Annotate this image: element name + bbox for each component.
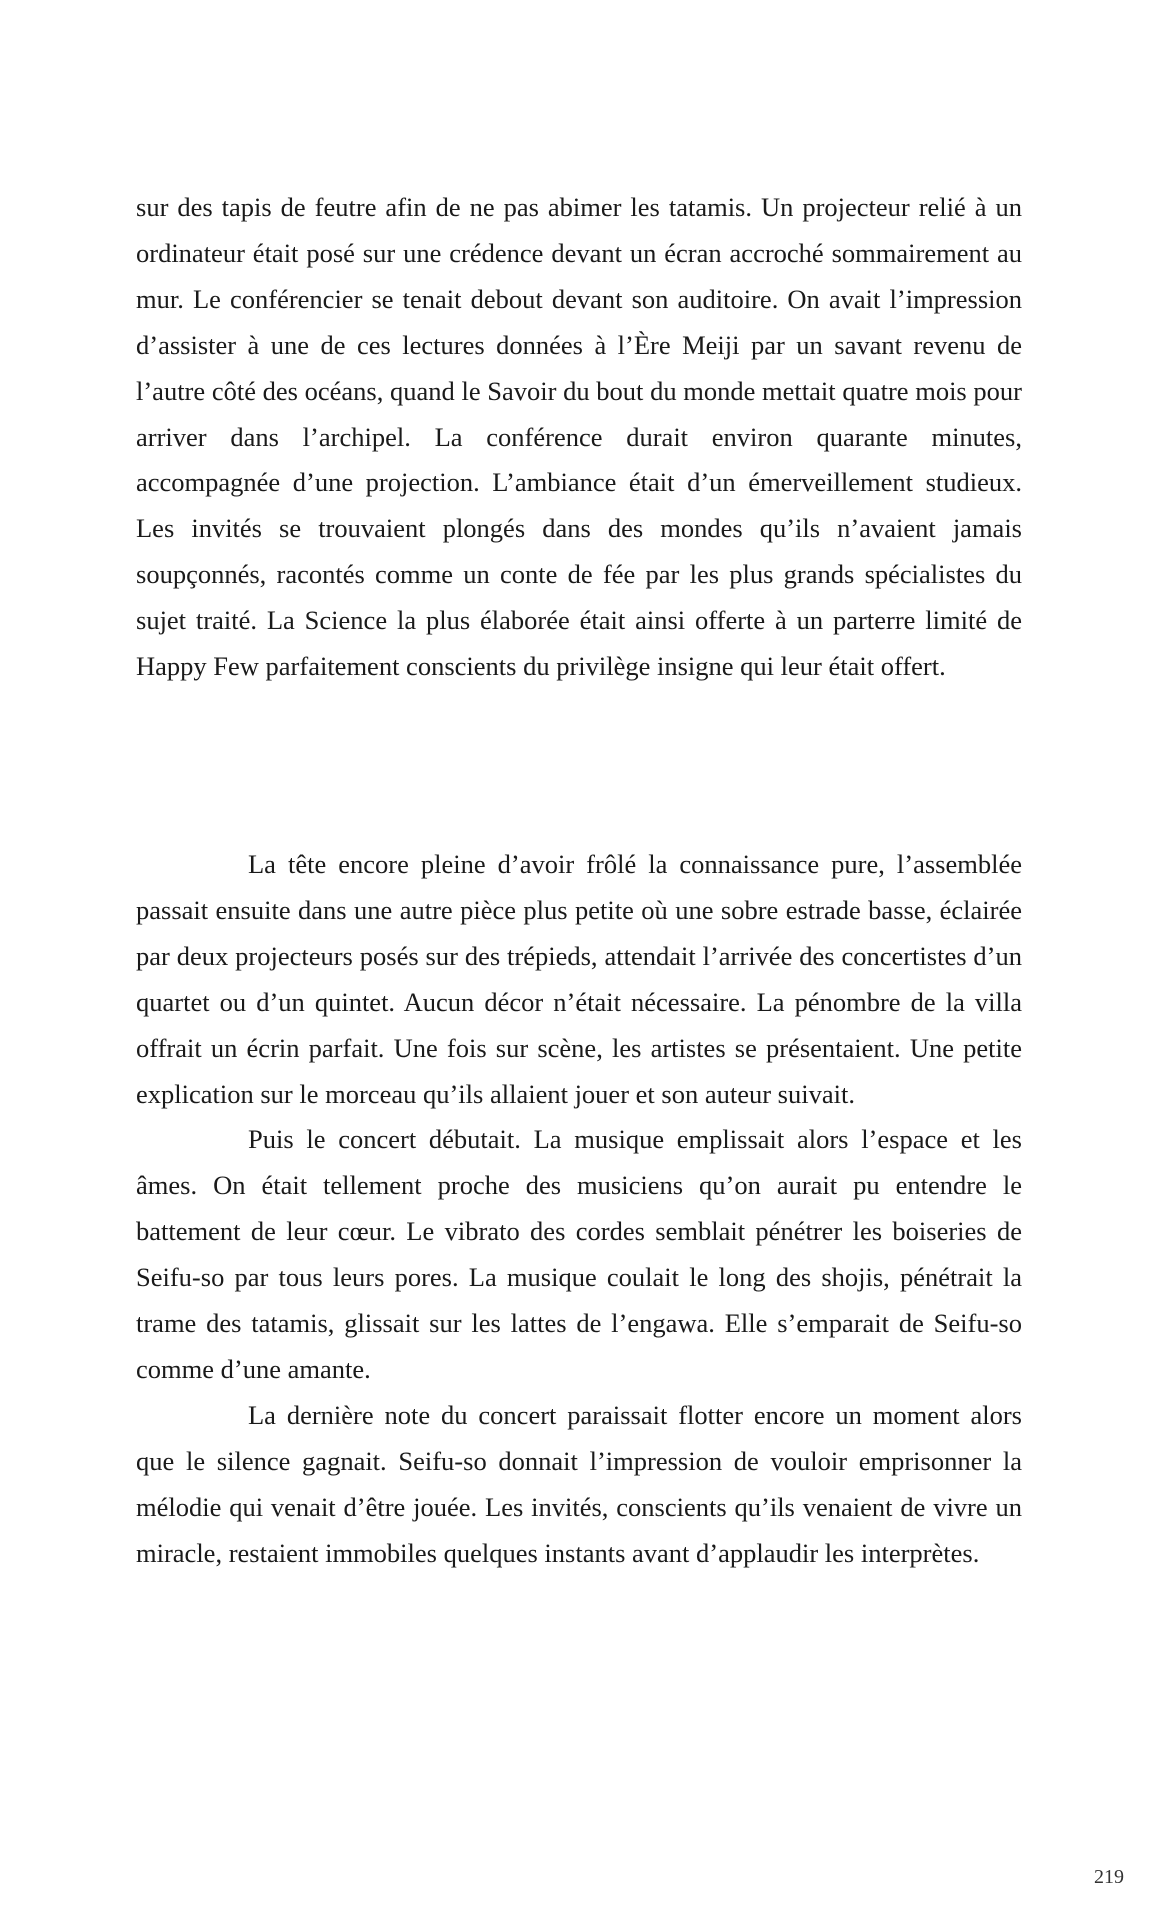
paragraph: Puis le concert débutait. La musique emplissait alors l’espace et les âmes. On était tellement proche des musiciens qu’on aurait pu entendre le battement de leur cœur. Le vibrato des cordes semblait pénétrer les boiseries de Seifu-so par tous leurs pores. La musique coulait le long des shojis, pénétrait la trame des tatamis, glissait sur les lattes de l’engawa. Elle s’emparait de Seifu-so comme d’une amante. [136, 1124, 1022, 1384]
text-section-concert [136, 842, 1022, 1577]
paragraph: La tête encore pleine d’avoir frôlé la connaissance pure, l’assemblée passait ensuite dans une autre pièce plus petite où une sobre estrade basse, éclairée par deux projecteurs posés sur des trépieds, attendait l’arrivée des concertistes d’un quartet ou d’un quintet. Aucun décor n’était nécessaire. La pénombre de la villa offrait un écrin parfait. Une fois sur scène, les artistes se présentaient. Une petite explication sur le morceau qu’ils allaient jouer et son auteur suivait. [136, 849, 1022, 1109]
text-section-conference [136, 185, 1022, 690]
paragraph: sur des tapis de feutre afin de ne pas abimer les tatamis. Un projecteur relié à un ordinateur était posé sur une crédence devant un écran accroché sommairement au mur. Le conférencier se tenait debout devant son auditoire. On avait l’impression d’assister à une de ces lectures données à l’Ère Meiji par un savant revenu de l’autre côté des océans, quand le Savoir du bout du monde mettait quatre mois pour arriver dans l’archipel. La conférence durait environ quarante minutes, accompagnée d’une projection. L’ambiance était d’un émerveillement studieux. Les invités se trouvaient plongés dans des mondes qu’ils n’avaient jamais soupçonnés, racontés comme un conte de fée par les plus grands spécialistes du sujet traité. La Science la plus élaborée était ainsi offerte à un parterre limité de Happy Few parfaitement conscients du privilège insigne qui leur était offert. [136, 192, 1022, 682]
paragraph: La dernière note du concert paraissait flotter encore un moment alors que le silence gagnait. Seifu-so donnait l’impression de vouloir emprisonner la mélodie qui venait d’être jouée. Les invités, conscients qu’ils venaient de vivre un miracle, restaient immobiles quelques instants avant d’applaudir les interprètes. [136, 1399, 1022, 1568]
page-number: 219 [1094, 1866, 1124, 1888]
